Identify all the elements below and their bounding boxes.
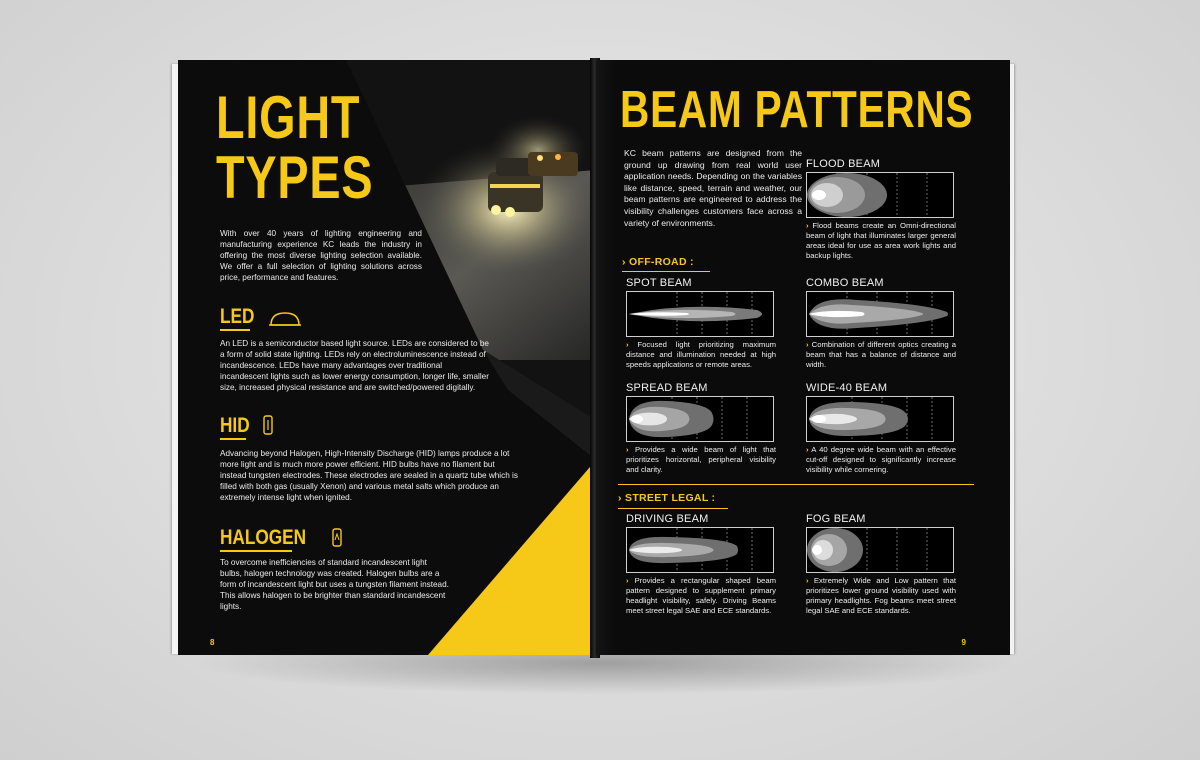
fog-beam-diagram bbox=[806, 527, 954, 573]
halogen-bulb-icon bbox=[331, 526, 343, 548]
section-heading-halogen: HALOGEN bbox=[220, 526, 343, 548]
combo-beam-diagram bbox=[806, 291, 954, 337]
offroad-underline bbox=[622, 271, 710, 272]
halogen-paragraph: To overcome inefficiencies of standard incandescent light bulbs, halogen technology was created. Halogen bulbs are a form of incandescent light but uses a tungsten filament instead. This allows halogen to be brighter than standard incandescent lights. bbox=[220, 558, 449, 611]
spot-beam-diagram bbox=[626, 291, 774, 337]
beam-flood: FLOOD BEAM › Flood beams create an Omni-directional beam of light that illuminates larger general areas ideal for use as area work lights and backup lights. bbox=[806, 158, 956, 260]
section-heading-hid: HID bbox=[220, 414, 274, 436]
street-underline bbox=[618, 508, 728, 509]
right-page bbox=[596, 60, 1010, 655]
spread-beam-diagram bbox=[626, 396, 774, 442]
section-heading-led: LED bbox=[220, 306, 302, 327]
page-title-light-types: LIGHT TYPES bbox=[216, 84, 374, 211]
offroad-label: › OFF-ROAD : bbox=[622, 256, 694, 268]
hid-paragraph: Advancing beyond Halogen, High-Intensity Discharge (HID) lamps produce a lot more light and is much more power efficient. HID bulbs have no filament but instead tungsten electrodes. These electrodes are sealed in a quartz tube which is filled with both gas (usually Xenon) and various metal salts which produce an extremely intense light when ignited. bbox=[220, 449, 518, 502]
flood-beam-description: › Flood beams create an Omni-directional beam of light that illuminates larger general areas ideal for use as area work lights and backup lights. bbox=[806, 221, 956, 260]
beam-spread: SPREAD BEAM › Provides a wide beam of light that prioritizes horizontal, peripheral visibility and clarity. bbox=[626, 382, 776, 474]
beam-combo: COMBO BEAM › Combination of different optics creating a beam that has a balance of distance and width. bbox=[806, 277, 956, 369]
led-dome-icon bbox=[268, 309, 302, 327]
spread-beam-description: › Provides a wide beam of light that prioritizes horizontal, peripheral visibility and clarity. bbox=[626, 445, 776, 474]
beam-fog: FOG BEAM › Extremely Wide and Low pattern that prioritizes lower ground visibility used with primary headlights. Fog beams meet street legal SAE and ECE standards. bbox=[806, 513, 956, 615]
beam-wide-40: WIDE-40 BEAM › A 40 degree wide beam with an effective cut-off designed to significantly increase visibility while cornering. bbox=[806, 382, 956, 474]
wide-40-beam-diagram bbox=[806, 396, 954, 442]
intro-paragraph: With over 40 years of lighting engineering and manufacturing experience KC leads the industry in offering the most diverse lighting selection available. We offer a full selection of lighting solutions across price, performance and features. bbox=[220, 229, 422, 282]
beam-driving: DRIVING BEAM › Provides a rectangular shaped beam pattern designed to supplement primary headlight visibility, safely. Driving Beams meet street legal SAE and ECE standards. bbox=[626, 513, 776, 615]
street-legal-label: › STREET LEGAL : bbox=[618, 492, 716, 504]
driving-beam-description: › Provides a rectangular shaped beam pattern designed to supplement primary headlight visibility, safely. Driving Beams meet street legal SAE and ECE standards. bbox=[626, 576, 776, 615]
page-number-left: 8 bbox=[210, 638, 215, 647]
led-paragraph: An LED is a semiconductor based light source. LEDs are considered to be a form of solid state lighting. LEDs rely on electroluminescence instead of incandescence. LEDs have many advantages over traditional incandescent lights such as lower energy consumption, longer life, smaller size, increased physical resistance and are switched/powered digitally. bbox=[220, 339, 489, 392]
left-page bbox=[178, 60, 596, 655]
wide-40-beam-description: › A 40 degree wide beam with an effective cut-off designed to significantly increase visibility while cornering. bbox=[806, 445, 956, 474]
page-title-beam-patterns: BEAM PATTERNS bbox=[620, 81, 974, 139]
spot-beam-description: › Focused light prioritizing maximum distance and illumination needed at high speeds applications or remote areas. bbox=[626, 340, 776, 369]
flood-beam-diagram bbox=[806, 172, 954, 218]
hid-bulb-icon bbox=[262, 414, 274, 436]
street-divider bbox=[618, 484, 974, 485]
combo-beam-description: › Combination of different optics creating a beam that has a balance of distance and width. bbox=[806, 340, 956, 369]
beam-intro-paragraph: KC beam patterns are designed from the ground up drawing from real world user application needs. Depending on the variables like distance, speed, terrain and weather, our beam patterns are engineered to address the visibility challenges customers face across a variety of environments. bbox=[624, 148, 802, 228]
fog-beam-description: › Extremely Wide and Low pattern that prioritizes lower ground visibility used with primary headlights. Fog beams meet street legal SAE and ECE standards. bbox=[806, 576, 956, 615]
page-number-right: 9 bbox=[961, 638, 966, 647]
beam-spot: SPOT BEAM › Focused light prioritizing maximum distance and illumination needed at high speeds applications or remote areas. bbox=[626, 277, 776, 369]
driving-beam-diagram bbox=[626, 527, 774, 573]
brochure-shadow bbox=[190, 655, 1020, 695]
